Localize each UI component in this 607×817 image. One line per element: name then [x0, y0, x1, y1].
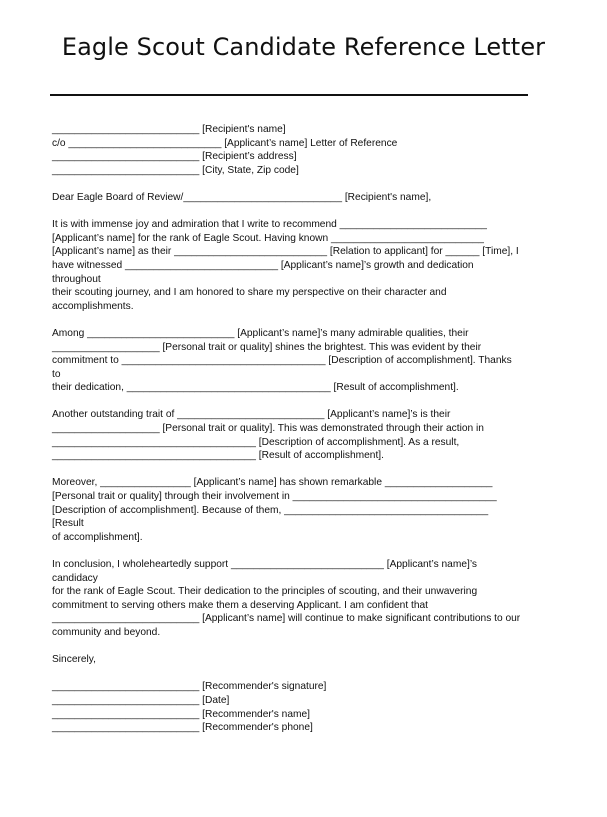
- paragraph-line: community and beyond.: [52, 626, 161, 638]
- recipient-address-line: __________________________ [Recipient’s address]: [52, 151, 297, 163]
- paragraph-conclusion: [52, 558, 522, 640]
- salutation-block: [52, 191, 522, 205]
- paragraph-line: accomplishments.: [52, 300, 134, 312]
- paragraph-line: Among __________________________ [Applicant’s name]’s many admirable qualities, their: [52, 327, 469, 339]
- title-divider: [50, 94, 528, 96]
- closing: Sincerely,: [52, 654, 96, 666]
- paragraph-line: [Description of accomplishment]. Because of them, ____________________________________ [Result: [52, 504, 489, 530]
- paragraph-line: __________________________ [Applicant’s name] will continue to make significant contributions to our: [52, 613, 521, 625]
- date-line: __________________________ [Date]: [52, 694, 230, 706]
- salutation: Dear Eagle Board of Review/____________________________ [Recipient's name],: [52, 191, 432, 203]
- recommender-phone-line: __________________________ [Recommender's phone]: [52, 722, 313, 734]
- paragraph-trait-two: [52, 408, 522, 462]
- city-state-zip-line: __________________________ [City, State, Zip code]: [52, 164, 299, 176]
- paragraph-line: of accomplishment].: [52, 531, 143, 543]
- paragraph-line: commitment to ____________________________________ [Description of accomplishment]. Thanks to: [52, 355, 512, 380]
- paragraph-intro: [52, 218, 522, 313]
- paragraph-line: ____________________________________ [Result of accomplishment].: [52, 450, 384, 462]
- paragraph-line: ___________________ [Personal trait or quality] shines the brightest. This was evident by their: [52, 341, 482, 353]
- paragraph-line: their dedication, ____________________________________ [Result of accomplishment].: [52, 382, 459, 394]
- paragraph-line: for the rank of Eagle Scout. Their dedication to the principles of scouting, and their unwavering: [52, 586, 478, 598]
- care-of-line: c/o ___________________________ [Applicant’s name] Letter of Reference: [52, 137, 398, 149]
- paragraph-line: have witnessed ___________________________ [Applicant’s name]’s growth and dedication throughout: [52, 259, 474, 285]
- signature-block: [52, 680, 522, 734]
- paragraph-line: their scouting journey, and I am honored to share my perspective on their character and: [52, 287, 447, 299]
- paragraph-line: [Personal trait or quality] through their involvement in ____________________________________: [52, 491, 497, 503]
- header-block: [52, 123, 522, 177]
- paragraph-line: [Applicant’s name] as their ___________________________ [Relation to applicant] for ______ [Time], I: [52, 246, 519, 258]
- paragraph-trait-one: [52, 327, 522, 395]
- paragraph-line: In conclusion, I wholeheartedly support ___________________________ [Applicant’s name]’s candidacy: [52, 559, 477, 584]
- recommender-name-line: __________________________ [Recommender's name]: [52, 708, 310, 720]
- paragraph-line: It is with immense joy and admiration that I write to recommend __________________________: [52, 219, 487, 231]
- paragraph-moreover: [52, 476, 522, 544]
- paragraph-line: ____________________________________ [Description of accomplishment]. As a result,: [52, 436, 460, 448]
- paragraph-line: ___________________ [Personal trait or quality]. This was demonstrated through their action in: [52, 423, 484, 435]
- document-title: Eagle Scout Candidate Reference Letter: [61, 33, 546, 61]
- closing-block: [52, 653, 522, 667]
- paragraph-line: Moreover, ________________ [Applicant’s name] has shown remarkable ___________________: [52, 477, 493, 489]
- signature-line: __________________________ [Recommender's signature]: [52, 681, 327, 693]
- paragraph-line: Another outstanding trait of __________________________ [Applicant’s name]’s is their: [52, 409, 451, 421]
- paragraph-line: commitment to serving others make them a deserving Applicant. I am confident that: [52, 599, 428, 611]
- paragraph-line: [Applicant’s name] for the rank of Eagle Scout. Having known ___________________________: [52, 232, 484, 244]
- letter-body: [52, 123, 522, 748]
- recipient-name-line: __________________________ [Recipient's name]: [52, 124, 286, 135]
